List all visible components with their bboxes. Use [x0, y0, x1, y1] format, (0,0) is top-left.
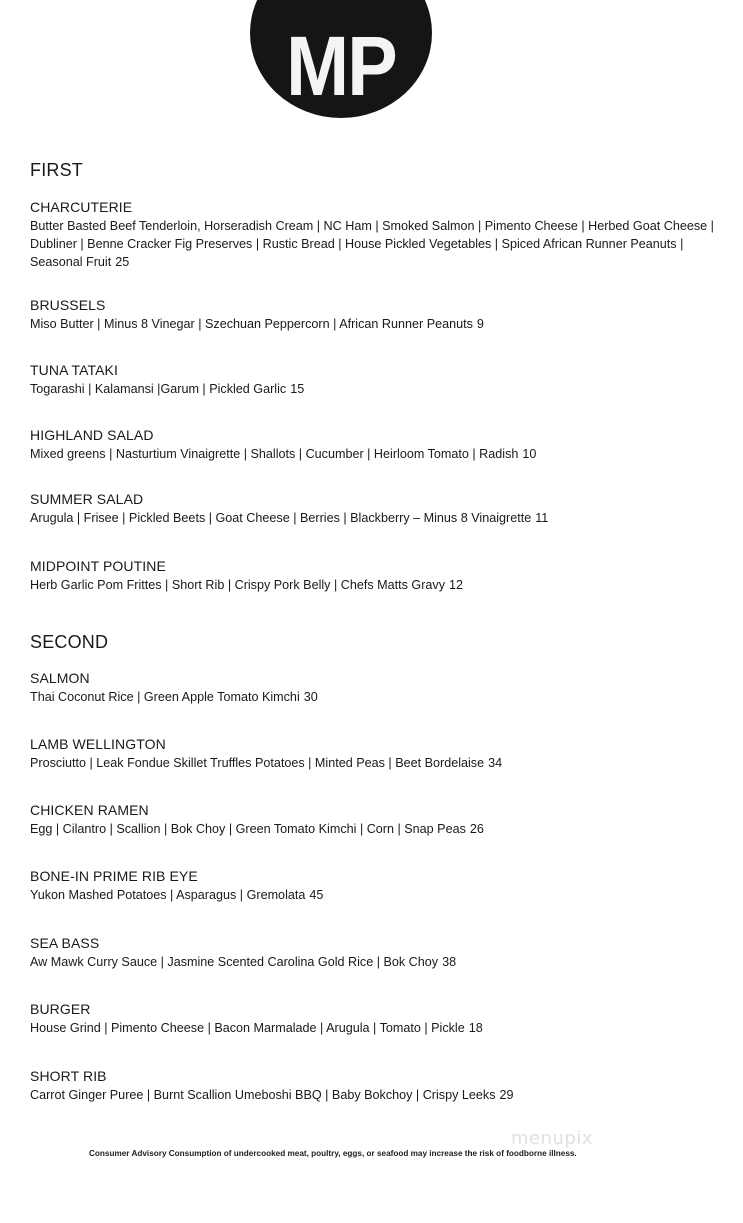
item-price: 30	[303, 690, 318, 704]
item-name: SHORT RIB	[30, 1068, 107, 1084]
item-price: 15	[290, 382, 305, 396]
restaurant-logo	[250, 0, 432, 118]
item-name: SALMON	[30, 670, 90, 686]
menu-item-short-rib	[30, 1068, 736, 1104]
item-description: Mixed greens | Nasturtium Vinaigrette | Shallots | Cucumber | Heirloom Tomato | Radish 10	[30, 447, 537, 461]
menu-item-chicken-ramen	[30, 802, 736, 838]
menu-item-sea-bass	[30, 935, 736, 971]
menu-item-charcuterie	[30, 199, 736, 271]
item-price: 12	[449, 578, 464, 592]
item-name: SUMMER SALAD	[30, 491, 144, 507]
item-description: Herb Garlic Pom Frittes | Short Rib | Crispy Pork Belly | Chefs Matts Gravy 12	[30, 578, 464, 592]
menu-item-salmon	[30, 670, 736, 706]
item-description: Thai Coconut Rice | Green Apple Tomato Kimchi 30	[30, 690, 318, 704]
item-price: 25	[115, 255, 130, 269]
item-name: HIGHLAND SALAD	[30, 427, 154, 443]
menu-item-summer-salad	[30, 491, 736, 527]
menu-item-tuna-tataki	[30, 362, 736, 398]
menu-item-midpoint-poutine	[30, 558, 736, 594]
item-name: MIDPOINT POUTINE	[30, 558, 166, 574]
section-title-first: FIRST	[30, 160, 83, 180]
item-name: TUNA TATAKI	[30, 362, 118, 378]
item-price: 34	[488, 756, 503, 770]
item-price: 18	[468, 1021, 483, 1035]
item-description: Arugula | Frisee | Pickled Beets | Goat Cheese | Berries | Blackberry – Minus 8 Vinaigrette 11	[30, 511, 549, 525]
item-description: Yukon Mashed Potatoes | Asparagus | Gremolata 45	[30, 888, 324, 902]
item-price: 45	[309, 888, 324, 902]
item-description: Togarashi | Kalamansi |Garum | Pickled Garlic 15	[30, 382, 305, 396]
item-description: House Grind | Pimento Cheese | Bacon Marmalade | Arugula | Tomato | Pickle 18	[30, 1021, 483, 1035]
section-title-second: SECOND	[30, 632, 109, 652]
logo-text: MP	[286, 19, 396, 113]
item-name: BONE-IN PRIME RIB EYE	[30, 868, 198, 884]
item-description: Aw Mawk Curry Sauce | Jasmine Scented Carolina Gold Rice | Bok Choy 38	[30, 955, 457, 969]
item-price: 11	[535, 511, 549, 525]
menu-item-brussels	[30, 297, 736, 333]
menu-item-burger	[30, 1001, 736, 1037]
item-price: 26	[469, 822, 484, 836]
item-description: Miso Butter | Minus 8 Vinegar | Szechuan Peppercorn | African Runner Peanuts 9	[30, 317, 484, 331]
item-name: CHICKEN RAMEN	[30, 802, 149, 818]
item-price: 10	[522, 447, 537, 461]
item-description: Egg | Cilantro | Scallion | Bok Choy | Green Tomato Kimchi | Corn | Snap Peas 26	[30, 822, 484, 836]
item-name: BRUSSELS	[30, 297, 106, 313]
menu-item-lamb-wellington	[30, 736, 736, 772]
item-name: LAMB WELLINGTON	[30, 736, 166, 752]
item-price: 9	[476, 317, 484, 331]
item-description: Carrot Ginger Puree | Burnt Scallion Umeboshi BBQ | Baby Bokchoy | Crispy Leeks 29	[30, 1088, 514, 1102]
consumer-advisory: Consumer Advisory Consumption of undercooked meat, poultry, eggs, or seafood may increase the risk of foodborne illness.	[89, 1149, 577, 1158]
item-description: Prosciutto | Leak Fondue Skillet Truffles Potatoes | Minted Peas | Beet Bordelaise 34	[30, 756, 503, 770]
item-name: SEA BASS	[30, 935, 100, 951]
item-name: CHARCUTERIE	[30, 199, 133, 215]
menu-item-highland-salad	[30, 427, 736, 463]
item-price: 38	[442, 955, 457, 969]
item-name: BURGER	[30, 1001, 91, 1017]
item-description: Butter Basted Beef Tenderloin, Horseradish Cream | NC Ham | Smoked Salmon | Pimento Cheese | Herbed Goat Cheese | Dubliner | Benne Cracker Fig Preserves | Rustic Bread | House Pickled Vegetables | Spiced African Runner Peanuts | Seasonal Fruit 25	[30, 219, 714, 269]
menu-item-prime-rib	[30, 868, 736, 904]
watermark: menupix	[511, 1128, 594, 1149]
item-price: 29	[499, 1088, 514, 1102]
